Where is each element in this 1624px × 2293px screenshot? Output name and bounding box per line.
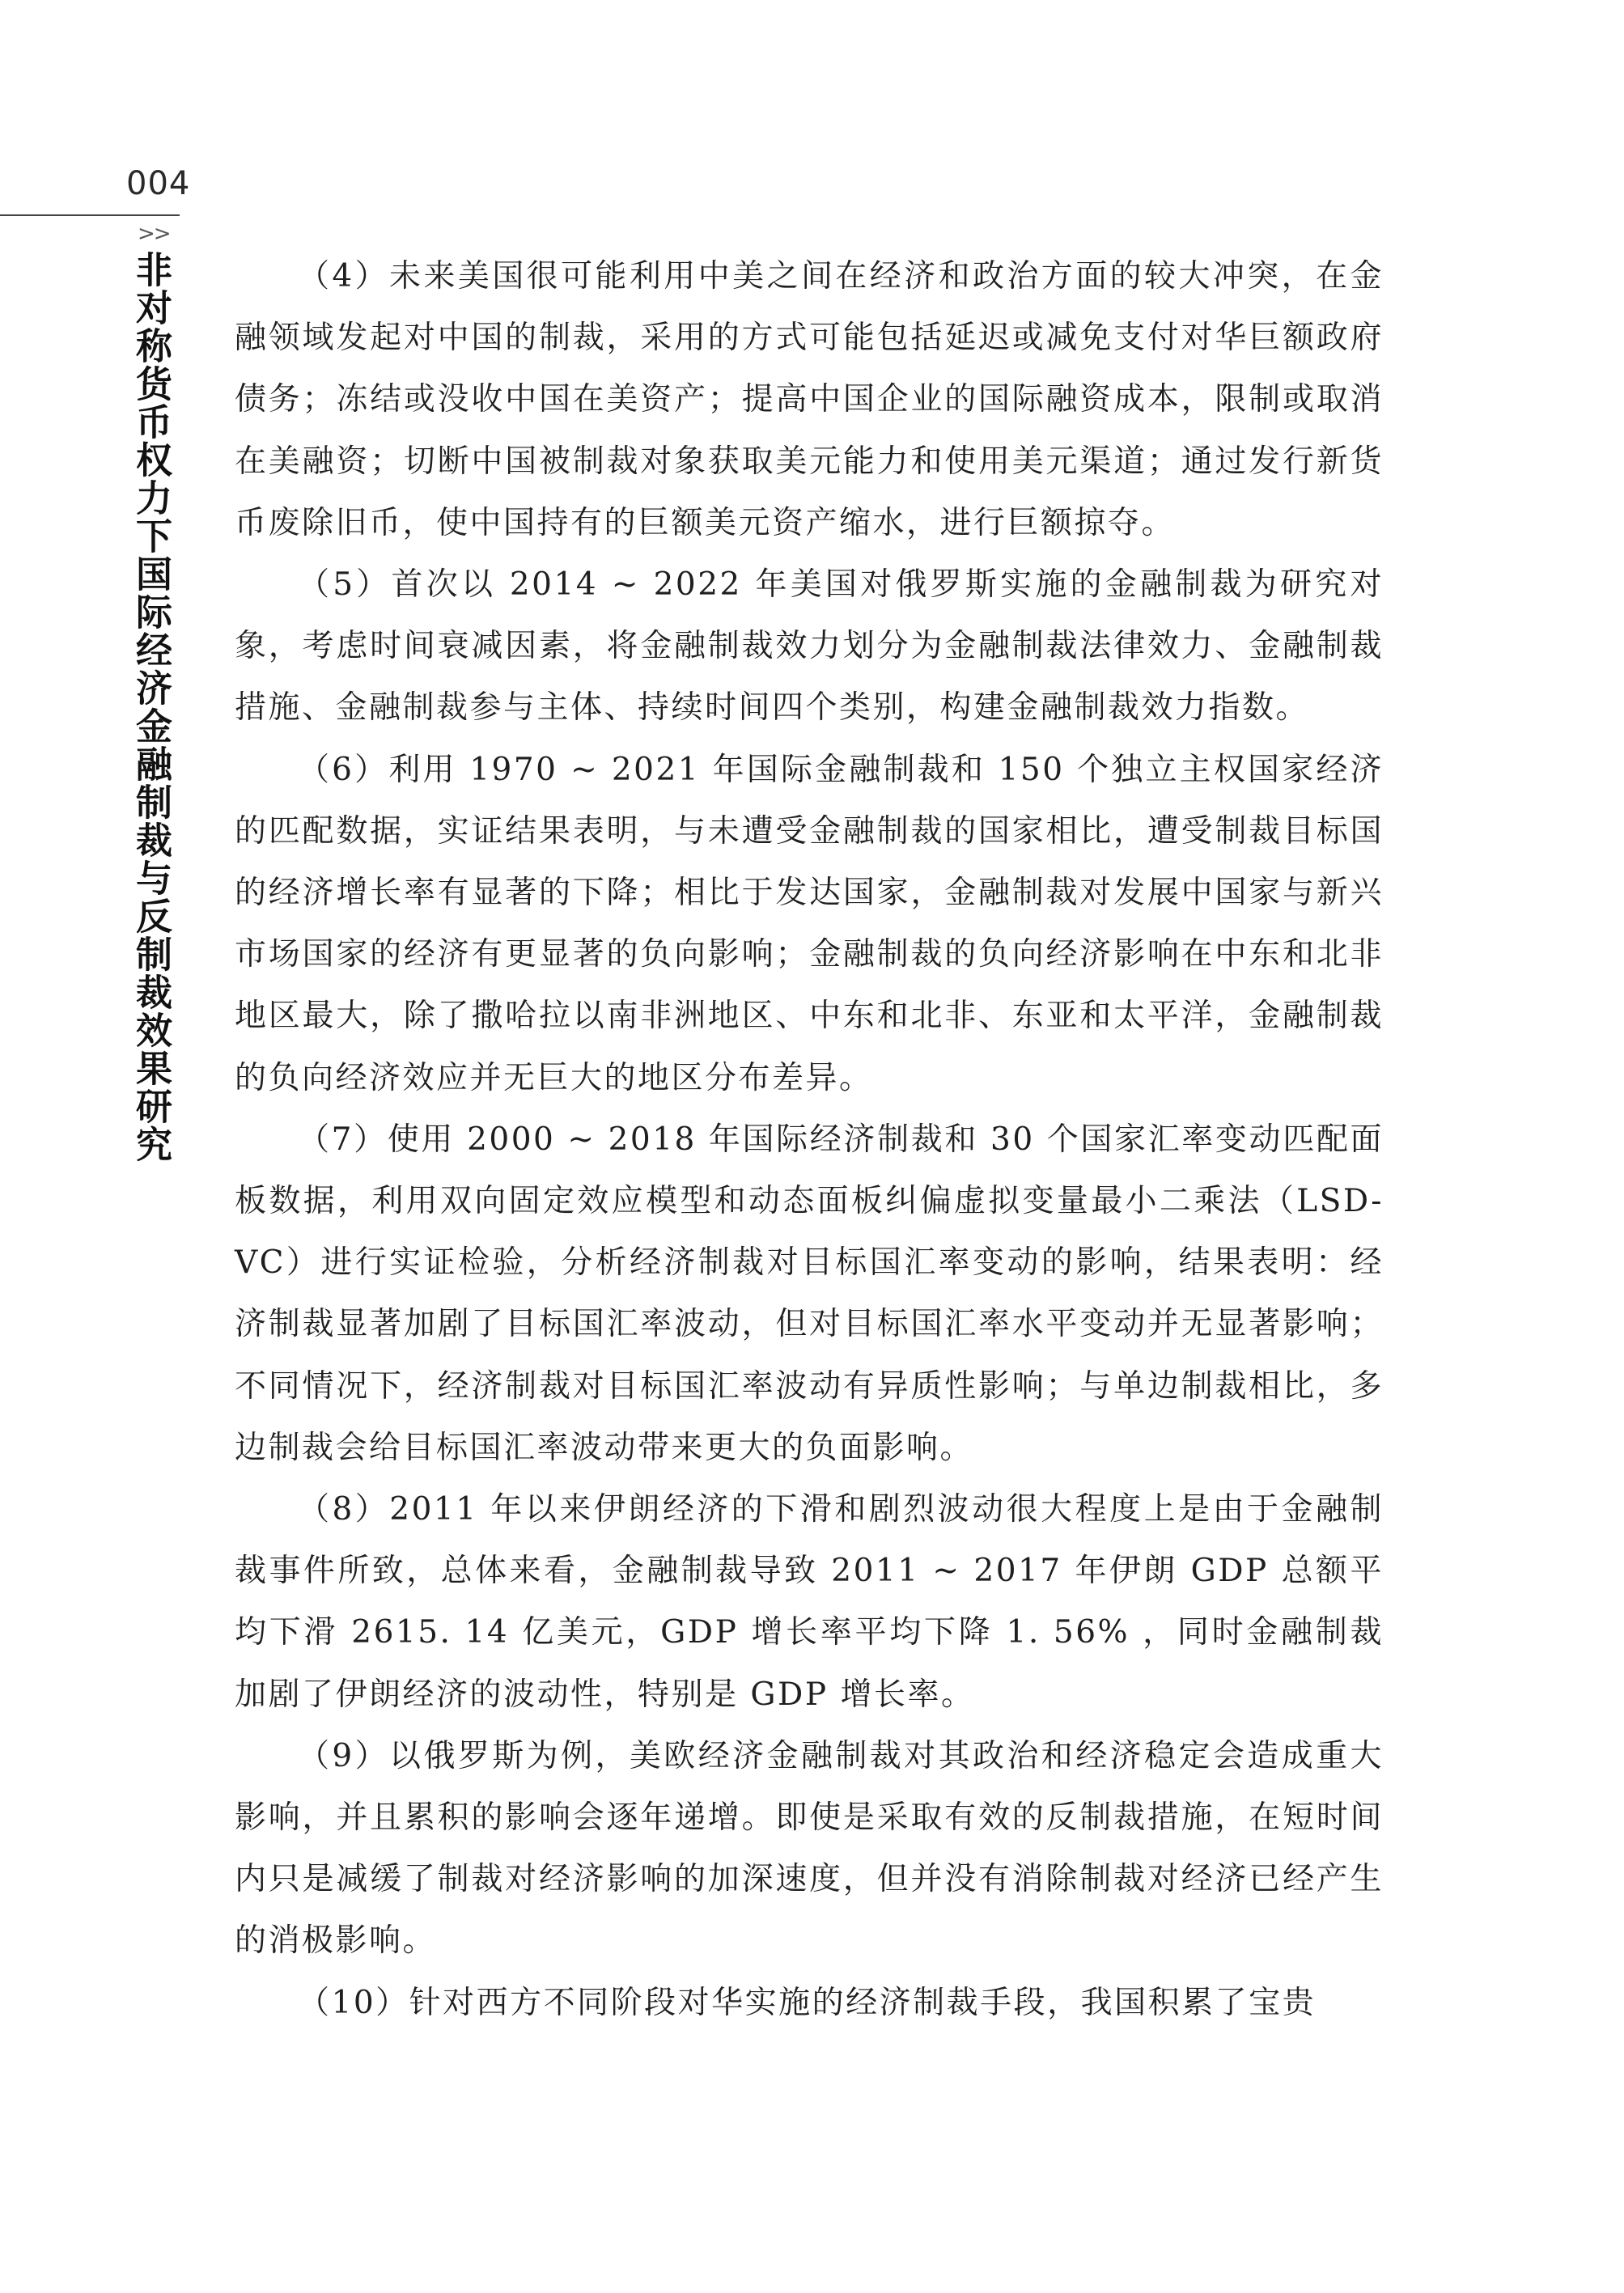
body-text — [235, 246, 1384, 2034]
page-number: 004 — [126, 165, 191, 202]
paragraph-7: （7）使用 2000 ~ 2018 年国际经济制裁和 30 个国家汇率变动匹配面板数据，利用双向固定效应模型和动态面板纠偏虚拟变量最小二乘法（LSD-VC）进行实证检验，分析经济制裁对目标国汇率变动的影响，结果表明：经济制裁显著加剧了目标国汇率波动，但对目标国汇率水平变动并无显著影响；不同情况下，经济制裁对目标国汇率波动有异质性影响；与单边制裁相比，多边制裁会给目标国汇率波动带来更大的负面影响。 — [235, 1121, 1384, 1466]
running-title: 非对称货币权力下国际经济金融制裁与反制裁效果研究 — [129, 251, 172, 1163]
chevron-marker-icon: >> — [138, 222, 170, 246]
paragraph-4: （4）未来美国很可能利用中美之间在经济和政治方面的较大冲突，在金融领域发起对中国的制裁，采用的方式可能包括延迟或减免支付对华巨额政府债务；冻结或没收中国在美资产；提高中国企业的国际融资成本，限制或取消在美融资；切断中国被制裁对象获取美元能力和使用美元渠道；通过发行新货币废除旧币，使中国持有的巨额美元资产缩水，进行巨额掠夺。 — [235, 258, 1384, 541]
paragraph-6: （6）利用 1970 ~ 2021 年国际金融制裁和 150 个独立主权国家经济的匹配数据，实证结果表明，与未遭受金融制裁的国家相比，遭受制裁目标国的经济增长率有显著的下降；相比于发达国家，金融制裁对发展中国家与新兴市场国家的经济有更显著的负向影响；金融制裁的负向经济影响在中东和北非地区最大，除了撒哈拉以南非洲地区、中东和北非、东亚和太平洋，金融制裁的负向经济效应并无巨大的地区分布差异。 — [235, 751, 1384, 1096]
paragraph-10: （10）针对西方不同阶段对华实施的经济制裁手段，我国积累了宝贵 — [298, 1984, 1317, 2021]
paragraph-5: （5）首次以 2014 ~ 2022 年美国对俄罗斯实施的金融制裁为研究对象，考虑时间衰减因素，将金融制裁效力划分为金融制裁法律效力、金融制裁措施、金融制裁参与主体、持续时间四个类别，构建金融制裁效力指数。 — [235, 566, 1384, 727]
header-divider — [0, 214, 180, 216]
paragraph-8: （8）2011 年以来伊朗经济的下滑和剧烈波动很大程度上是由于金融制裁事件所致，总体来看，金融制裁导致 2011 ~ 2017 年伊朗 GDP 总额平均下滑 2615. 14 亿美元，GDP 增长率平均下降 1. 56% ，同时金融制裁加剧了伊朗经济的波动性，特别是 GDP 增长率。 — [235, 1491, 1384, 1713]
paragraph-9: （9）以俄罗斯为例，美欧经济金融制裁对其政治和经济稳定会造成重大影响，并且累积的影响会逐年递增。即使是采取有效的反制裁措施，在短时间内只是减缓了制裁对经济影响的加深速度，但并没有消除制裁对经济已经产生的消极影响。 — [235, 1737, 1384, 1960]
